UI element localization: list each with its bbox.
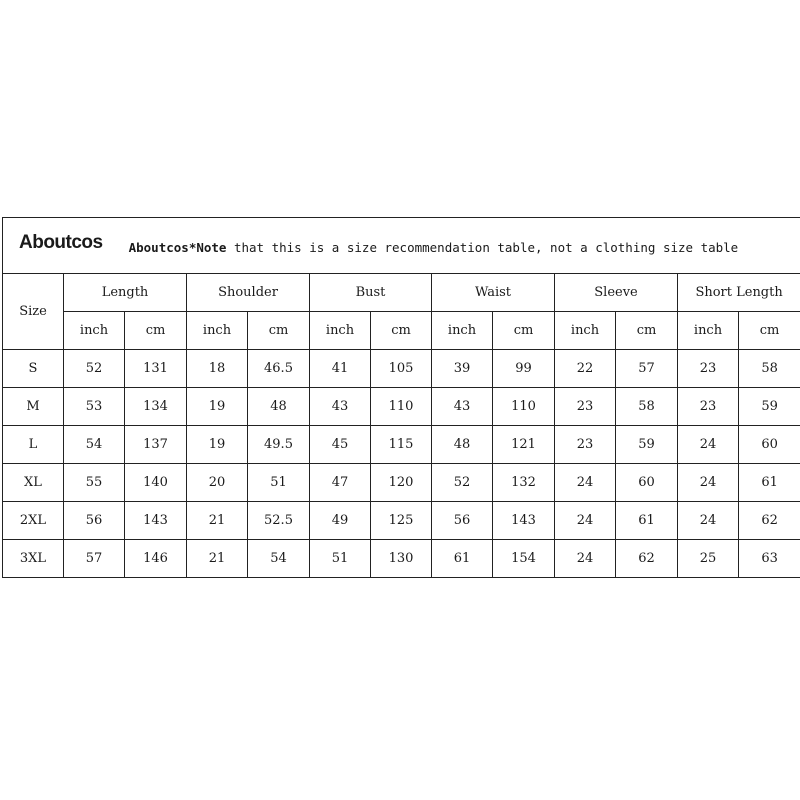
value-cell: 131	[125, 350, 187, 388]
value-cell: 25	[678, 540, 739, 578]
value-cell: 62	[739, 502, 800, 540]
value-cell: 54	[64, 426, 125, 464]
value-cell: 21	[187, 540, 248, 578]
value-cell: 24	[555, 464, 616, 502]
value-cell: 24	[678, 426, 739, 464]
value-cell: 110	[493, 388, 555, 426]
value-cell: 120	[371, 464, 432, 502]
value-cell: 55	[64, 464, 125, 502]
value-cell: 24	[555, 502, 616, 540]
value-cell: 125	[371, 502, 432, 540]
value-cell: 48	[432, 426, 493, 464]
value-cell: 63	[739, 540, 800, 578]
brand-name: Aboutcos	[19, 231, 103, 253]
group-header-bust: Bust	[310, 274, 432, 312]
value-cell: 60	[739, 426, 800, 464]
table-row	[3, 426, 800, 464]
value-cell: 52	[64, 350, 125, 388]
value-cell: 23	[555, 388, 616, 426]
unit-inch: inch	[187, 312, 248, 350]
group-header-shoulder: Shoulder	[187, 274, 310, 312]
unit-inch: inch	[432, 312, 493, 350]
size-cell: S	[3, 350, 64, 388]
unit-inch: inch	[310, 312, 371, 350]
size-note-label: Aboutcos*Note	[128, 240, 227, 255]
value-cell: 47	[310, 464, 371, 502]
unit-inch: inch	[678, 312, 739, 350]
value-cell: 132	[493, 464, 555, 502]
value-cell: 53	[64, 388, 125, 426]
group-header-sleeve: Sleeve	[555, 274, 678, 312]
measurement-group-header	[3, 274, 800, 312]
table-row	[3, 540, 800, 578]
value-cell: 60	[616, 464, 678, 502]
value-cell: 110	[371, 388, 432, 426]
value-cell: 59	[616, 426, 678, 464]
value-cell: 146	[125, 540, 187, 578]
value-cell: 45	[310, 426, 371, 464]
unit-cm: cm	[125, 312, 187, 350]
value-cell: 39	[432, 350, 493, 388]
value-cell: 105	[371, 350, 432, 388]
size-chart-table	[2, 217, 800, 578]
value-cell: 58	[616, 388, 678, 426]
value-cell: 23	[555, 426, 616, 464]
group-header-short-length: Short Length	[678, 274, 800, 312]
title-cell	[3, 218, 800, 274]
size-cell: 2XL	[3, 502, 64, 540]
value-cell: 59	[739, 388, 800, 426]
unit-inch: inch	[555, 312, 616, 350]
group-header-waist: Waist	[432, 274, 555, 312]
unit-cm: cm	[248, 312, 310, 350]
value-cell: 57	[616, 350, 678, 388]
title-row	[3, 218, 800, 274]
value-cell: 61	[616, 502, 678, 540]
size-note	[129, 240, 739, 255]
value-cell: 57	[64, 540, 125, 578]
value-cell: 62	[616, 540, 678, 578]
value-cell: 137	[125, 426, 187, 464]
table-row	[3, 502, 800, 540]
value-cell: 56	[64, 502, 125, 540]
unit-inch: inch	[64, 312, 125, 350]
value-cell: 51	[248, 464, 310, 502]
size-cell: L	[3, 426, 64, 464]
table-row	[3, 464, 800, 502]
value-cell: 23	[678, 388, 739, 426]
value-cell: 24	[678, 502, 739, 540]
size-note-text: that this is a size recommendation table, not a clothing size table	[226, 240, 739, 255]
value-cell: 134	[125, 388, 187, 426]
unit-cm: cm	[616, 312, 678, 350]
value-cell: 19	[187, 388, 248, 426]
value-cell: 48	[248, 388, 310, 426]
value-cell: 115	[371, 426, 432, 464]
value-cell: 51	[310, 540, 371, 578]
value-cell: 20	[187, 464, 248, 502]
value-cell: 121	[493, 426, 555, 464]
value-cell: 143	[125, 502, 187, 540]
size-column-header: Size	[3, 274, 64, 350]
value-cell: 99	[493, 350, 555, 388]
size-cell: M	[3, 388, 64, 426]
value-cell: 61	[739, 464, 800, 502]
unit-cm: cm	[739, 312, 800, 350]
unit-cm: cm	[493, 312, 555, 350]
table-row	[3, 388, 800, 426]
group-header-length: Length	[64, 274, 187, 312]
value-cell: 24	[678, 464, 739, 502]
value-cell: 56	[432, 502, 493, 540]
value-cell: 49	[310, 502, 371, 540]
value-cell: 143	[493, 502, 555, 540]
value-cell: 41	[310, 350, 371, 388]
value-cell: 18	[187, 350, 248, 388]
value-cell: 43	[432, 388, 493, 426]
value-cell: 154	[493, 540, 555, 578]
value-cell: 140	[125, 464, 187, 502]
value-cell: 58	[739, 350, 800, 388]
value-cell: 52.5	[248, 502, 310, 540]
value-cell: 61	[432, 540, 493, 578]
value-cell: 54	[248, 540, 310, 578]
value-cell: 21	[187, 502, 248, 540]
value-cell: 43	[310, 388, 371, 426]
value-cell: 19	[187, 426, 248, 464]
value-cell: 23	[678, 350, 739, 388]
value-cell: 49.5	[248, 426, 310, 464]
size-cell: XL	[3, 464, 64, 502]
table-row	[3, 350, 800, 388]
value-cell: 130	[371, 540, 432, 578]
unit-header-row	[3, 312, 800, 350]
value-cell: 24	[555, 540, 616, 578]
value-cell: 46.5	[248, 350, 310, 388]
unit-cm: cm	[371, 312, 432, 350]
value-cell: 52	[432, 464, 493, 502]
value-cell: 22	[555, 350, 616, 388]
size-cell: 3XL	[3, 540, 64, 578]
